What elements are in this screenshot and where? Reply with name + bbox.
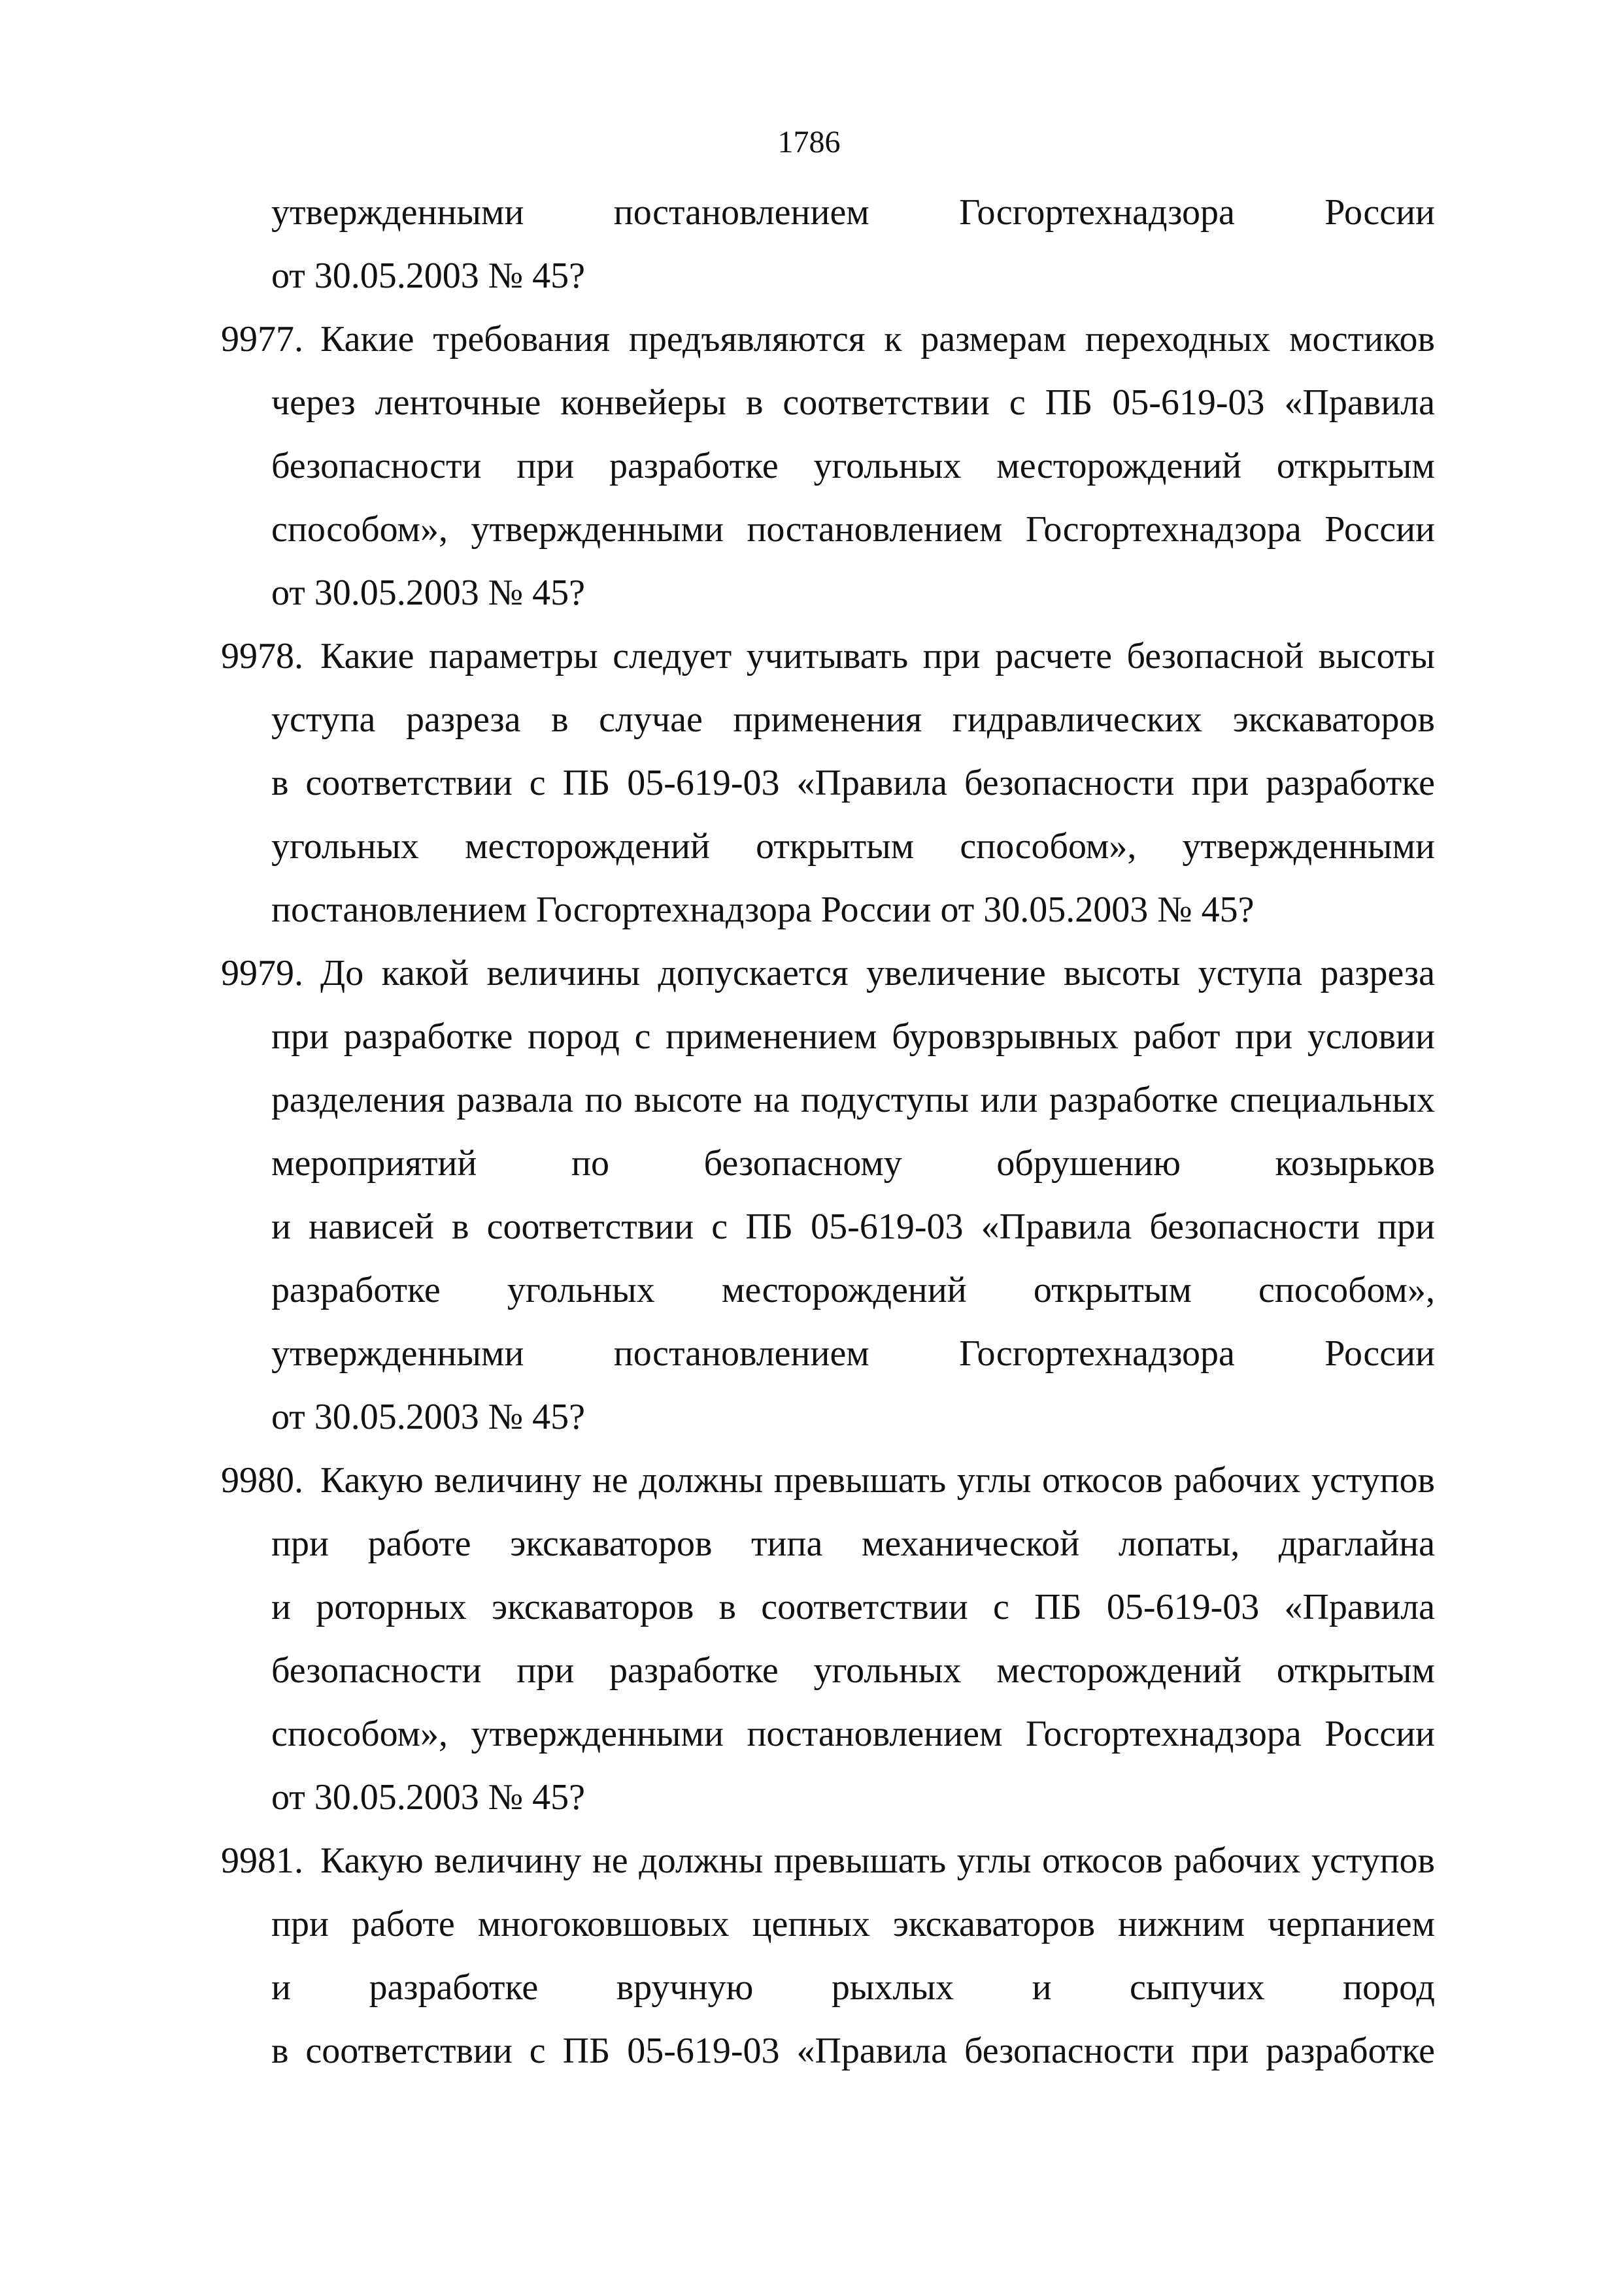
question-item	[221, 1838, 1435, 2091]
text-line: при работе многоковшовых цепных экскаваторов нижним черпанием	[271, 1904, 1435, 1944]
text-line: безопасности при разработке угольных месторождений открытым	[271, 1650, 1435, 1691]
text-line: при разработке пород с применением буровзрывных работ при условии	[271, 1016, 1435, 1057]
question-number: 9979.	[221, 953, 303, 993]
question-item	[221, 316, 1435, 633]
text-line: угольных месторождений открытым способом», утвержденными	[271, 826, 1435, 867]
text-line: утвержденными постановлением Госгортехнадзора России	[271, 192, 1435, 233]
text-line: от 30.05.2003 № 45?	[271, 573, 586, 613]
question-item	[221, 1457, 1435, 1838]
text-line: от 30.05.2003 № 45?	[271, 1777, 586, 1818]
text-line: разработке угольных месторождений открытым способом»,	[271, 1270, 1435, 1310]
text-line: при работе экскаваторов типа механической лопаты, драглайна	[271, 1523, 1435, 1564]
text-line: уступа разреза в случае применения гидравлических экскаваторов	[271, 699, 1435, 740]
question-item	[221, 950, 1435, 1457]
text-line: и разработке вручную рыхлых и сыпучих пород	[271, 1967, 1435, 2008]
page-number: 1786	[777, 125, 841, 159]
text-line: До какой величины допускается увеличение высоты уступа разреза	[320, 953, 1435, 993]
text-line: мероприятий по безопасному обрушению козырьков	[271, 1143, 1435, 1184]
text-line: в соответствии с ПБ 05-619-03 «Правила безопасности при разработке	[271, 2031, 1435, 2071]
text-line: и роторных экскаваторов в соответствии с ПБ 05-619-03 «Правила	[271, 1587, 1435, 1627]
text-line: в соответствии с ПБ 05-619-03 «Правила безопасности при разработке	[271, 763, 1435, 803]
text-line: Какие требования предъявляются к размерам переходных мостиков	[320, 319, 1435, 359]
text-line: разделения развала по высоте на подуступы или разработке специальных	[271, 1080, 1435, 1120]
text-line: постановлением Госгортехнадзора России от 30.05.2003 № 45?	[271, 890, 1255, 930]
text-line: и нависей в соответствии с ПБ 05-619-03 «Правила безопасности при	[271, 1206, 1435, 1247]
continuation-text	[271, 190, 1435, 316]
text-line: Какую величину не должны превышать углы откосов рабочих уступов	[320, 1840, 1435, 1881]
text-line: способом», утвержденными постановлением Госгортехнадзора России	[271, 1714, 1435, 1754]
text-line: безопасности при разработке угольных месторождений открытым	[271, 446, 1435, 486]
question-number: 9977.	[221, 319, 303, 359]
text-line: Какую величину не должны превышать углы откосов рабочих уступов	[320, 1460, 1435, 1501]
text-line: утвержденными постановлением Госгортехнадзора России	[271, 1333, 1435, 1374]
question-number: 9980.	[221, 1460, 303, 1501]
question-number: 9981.	[221, 1840, 303, 1881]
question-list	[221, 190, 1435, 2091]
text-line: Какие параметры следует учитывать при расчете безопасной высоты	[320, 636, 1435, 676]
question-number: 9978.	[221, 636, 303, 676]
text-line: от 30.05.2003 № 45?	[271, 256, 586, 296]
text-line: способом», утвержденными постановлением Госгортехнадзора России	[271, 509, 1435, 550]
text-line: от 30.05.2003 № 45?	[271, 1397, 586, 1437]
text-line: через ленточные конвейеры в соответствии с ПБ 05-619-03 «Правила	[271, 382, 1435, 423]
question-item	[221, 633, 1435, 950]
